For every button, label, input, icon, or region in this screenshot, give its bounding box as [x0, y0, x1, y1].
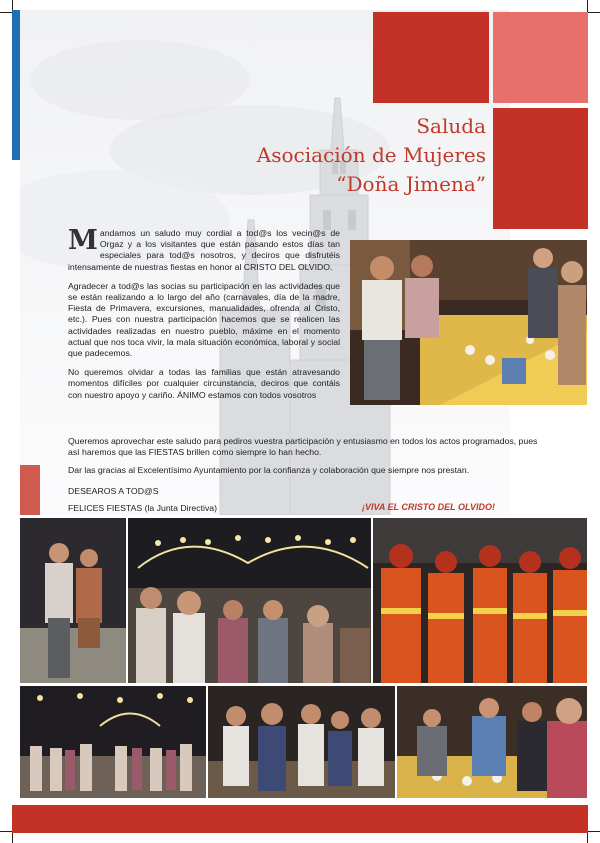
- paragraph-3: No queremos olvidar a todas las familias que están atravesando momentos difíciles por cualquier circunstancia, deciros que contáis con nuestro apoyo y cariño. ÁNIMO estamos con todos vosotros: [68, 367, 340, 400]
- bottom-red-band: [12, 805, 588, 833]
- red-square-right: [493, 108, 588, 229]
- paragraph-7: FELICES FIESTAS (la Junta Directiva): [68, 503, 218, 513]
- photo-women-dancing: [208, 686, 395, 798]
- photo-dance-floor: [128, 518, 371, 683]
- paragraph-1: Mandamos un saludo muy cordial a tod@s los vecin@s de Orgaz y a los visitantes que están pasando estos días tan especiales para tod@s nosotros, y deciros que disfrutéis intensamente de nuestras fiestas en honor al CRISTO DEL OLVIDO.: [68, 225, 340, 272]
- photo-costumed-dancers: [373, 518, 587, 683]
- title-line-3: “Doña Jimena”: [336, 172, 486, 196]
- photo-couple-dancing: [20, 518, 126, 683]
- paragraph-2: Agradecer a tod@s las socias su participación en las actividades que se están realizando a lo largo del año (carnavales, día de la madre, Fiesta de Primavera, excursiones, manualidades, ofrenda al Cristo, etc.). Pues con nuestra participación hacemos que se realicen las actividades realizadas en nuestro pueblo, máxime en el momento actual que nos toca vivir, la mala situación económica, laboral y social que padecemos.: [68, 280, 340, 359]
- drop-cap: M: [68, 225, 98, 256]
- left-accent-bar: [12, 10, 20, 160]
- photo-group-at-table: [350, 240, 587, 405]
- salmon-square-top-right: [493, 12, 588, 103]
- photo-women-toasting: [397, 686, 587, 798]
- title-line-2: Asociación de Mujeres: [256, 143, 486, 167]
- paragraph-4: Queremos aprovechar este saludo para pediros vuestra participación y entusiasmo en todos los actos programados, pues así haremos que las FIESTAS brillen como siempre lo han hecho.: [68, 436, 538, 458]
- red-square-top-left: [373, 12, 489, 103]
- paragraph-5: Dar las gracias al Excelentísimo Ayuntamiento por la confianza y colaboración que siempre nos prestan.: [68, 465, 470, 475]
- viva-slogan: ¡VIVA EL CRISTO DEL OLVIDO!: [362, 502, 496, 512]
- body-column: [68, 225, 340, 409]
- photo-plaza-crowd: [20, 686, 206, 798]
- paragraph-6: DESEAROS A TOD@S: [68, 486, 159, 496]
- title-line-1: Saluda: [416, 114, 486, 138]
